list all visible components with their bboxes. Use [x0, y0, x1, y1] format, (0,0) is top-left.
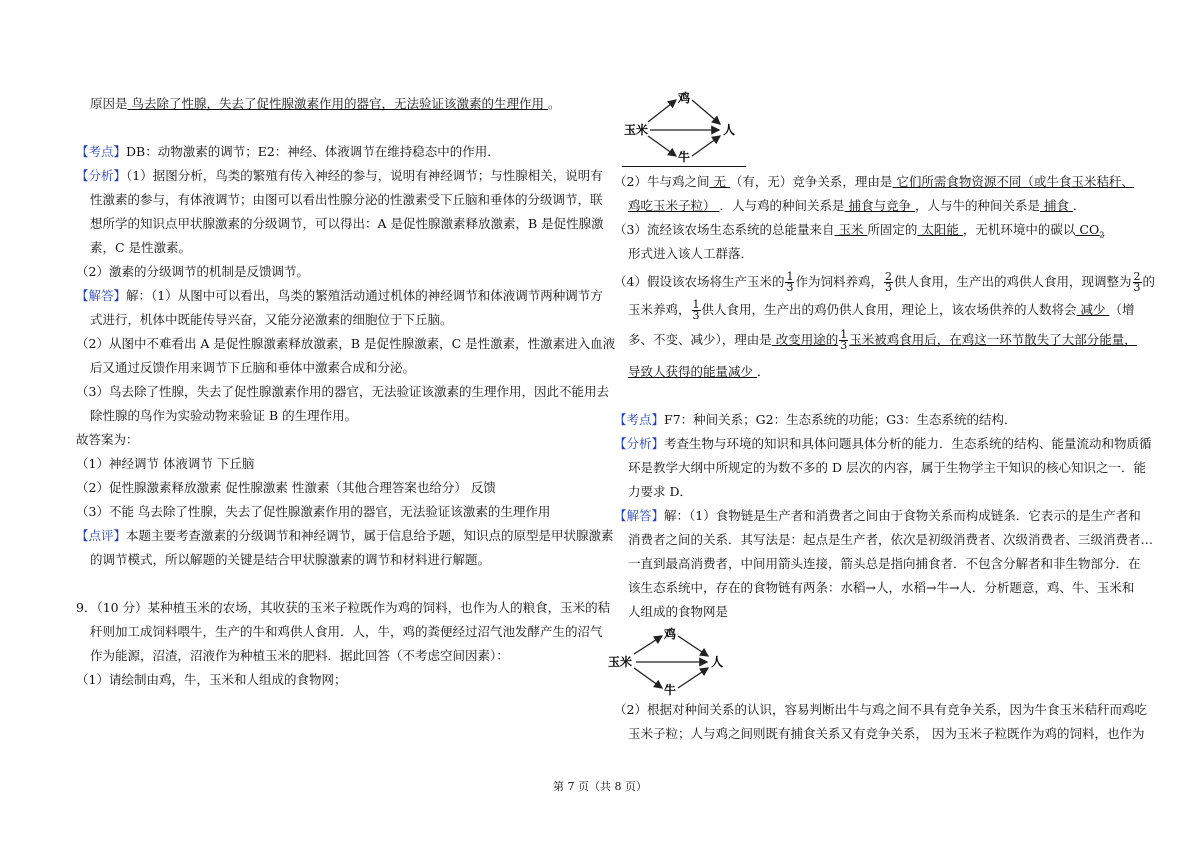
dianping-tag: 【点评】	[76, 528, 127, 543]
text: ，人与牛的种间关系是	[914, 198, 1040, 213]
fenxi-line-4: 素，C 是性激素。	[90, 240, 192, 255]
answer-3: （3）不能 鸟去除了性腺，失去了促性腺激素作用的器官，无法验证该激素的生理作用	[76, 504, 551, 519]
text: 。	[547, 96, 561, 111]
answer-title: 故答案为：	[76, 432, 139, 447]
text: 所固定的	[867, 222, 918, 237]
fenxi-left	[76, 168, 603, 184]
text: 的	[1142, 274, 1156, 289]
page-footer: 第 7 页（共 8 页）	[553, 780, 647, 793]
fraction-denominator: 3	[1133, 281, 1141, 294]
fraction	[785, 272, 794, 293]
co2-subscript: 2	[1099, 230, 1105, 240]
node-corn: 玉米	[608, 655, 633, 669]
fraction-denominator: 3	[840, 339, 848, 352]
underlined-answer: 减少	[1076, 302, 1110, 317]
arrow-chicken-human	[692, 100, 720, 124]
dianping-text: 本题主要考查激素的分级调节和神经调节，属于信息给予题，知识点的原型是甲状腺激素	[126, 528, 614, 543]
jieda-right-line-5: 人组成的食物网是	[628, 604, 729, 619]
jieda-right-line-4: 该生态系统中，存在的食物链有两条：水稻→人，水稻→牛→人．分析题意，鸡、牛、玉米和	[628, 580, 1135, 595]
kaodian-text: DB：动物激素的调节；E2：神经、体液调节在维持稳态中的作用．	[126, 144, 500, 159]
jieda-line-2: 式进行，机体中既能传导兴奋，又能分泌激素的细胞位于下丘脑。	[90, 312, 453, 327]
jieda-line-5: （3）鸟去除了性腺，失去了促性腺激素作用的器官，无法验证该激素的生理作用，因此不能用去	[76, 384, 609, 399]
node-corn: 玉米	[624, 123, 649, 137]
text: 原因是	[90, 96, 128, 111]
q9-line-2: 秆则加工成饲料喂牛，生产的牛和鸡供人食用．人，牛，鸡的粪便经过沼气池发酵产生的沼气	[90, 624, 603, 639]
dianping-left	[76, 528, 614, 544]
fenxi-line-3: 想所学的知识点甲状腺激素的分级调节，可以得出：A 是促性腺激素释放激素，B 是促性腺激	[90, 216, 604, 231]
underlined-answer: 捕食	[1039, 198, 1073, 213]
text: 作为饲料养鸡，	[795, 274, 883, 289]
text: ．	[1072, 198, 1086, 213]
q9-2-line-1	[614, 174, 1134, 190]
fenxi-right-line-3: 力要求 D．	[628, 484, 692, 499]
jieda-right-line-2: 消费者之间的关系．其写法是：起点是生产者，依次是初级消费者、次级消费者、三级消费者…	[628, 532, 1154, 547]
fraction-numerator: 1	[786, 270, 794, 283]
dianping-line-2: 的调节模式，所以解题的关键是结合甲状腺激素的调节和材料进行解题。	[90, 552, 491, 567]
fenxi-right-line-2: 环是教学大纲中所规定的为数不多的 D 层次的内容，属于生物学主干知识的核心知识之一．能	[628, 460, 1146, 475]
jieda-tag: 【解答】	[614, 508, 665, 523]
arrow-cow-human	[692, 136, 720, 156]
underlined-answer: 鸟去除了性腺，失去了促性腺激素作用的器官，无法验证该激素的生理作用	[127, 96, 548, 111]
text: 改变用途的	[771, 332, 839, 347]
arrow-corn-cow	[634, 668, 662, 688]
node-cow: 牛	[678, 150, 691, 164]
kaodian-right	[614, 412, 1017, 428]
fraction-numerator: 1	[692, 298, 700, 311]
text: 供人食用，生产出的鸡供人食用，现调整为	[893, 274, 1132, 289]
answer-line-1	[90, 96, 560, 112]
jieda-line-4: 后又通过反馈作用来调节下丘脑和垂体中激素合成和分泌。	[90, 360, 416, 375]
fenxi-text: 考查生物与环境的知识和具体问题具体分析的能力．生态系统的结构、能量流动和物质循	[664, 436, 1152, 451]
fenxi-line-2: 性激素的参与，有体液调节；由图可以看出性腺分泌的性激素受下丘脑和垂体的分级调节，联	[90, 192, 603, 207]
jieda-text: 解：（1）食物链是生产者和消费者之间由于食物关系而构成链条．它表示的是生产者和	[664, 508, 1141, 523]
fraction-numerator: 2	[884, 270, 892, 283]
fraction	[692, 300, 701, 321]
underlined-answer: 无	[709, 174, 730, 189]
kaodian-text: F7：种间关系；G2：生态系统的功能；G3：生态系统的结构．	[664, 412, 1017, 427]
q9-3-line-2: 形式进入该人工群落．	[628, 246, 754, 261]
arrow-cow-human	[678, 668, 708, 688]
answer-1: （1）神经调节 体液调节 下丘脑	[76, 456, 255, 471]
underlined-answer	[1075, 222, 1105, 240]
text: （增	[1109, 302, 1135, 317]
text: ，无机环境中的碳以	[962, 222, 1076, 237]
arrow-corn-cow	[648, 136, 676, 156]
q9-4-line-2	[628, 298, 1135, 322]
text: （2）牛与鸡之间	[614, 174, 710, 189]
node-human: 人	[711, 655, 724, 669]
jieda-right-line-3: 一直到最高消费者，中间用箭头连接，箭头总是指向捕食者．不包含分解者和非生物部分．在	[628, 556, 1141, 571]
node-cow: 牛	[664, 683, 677, 696]
kaodian-tag: 【考点】	[76, 144, 127, 159]
q9-line-3: 作为能源，沼渣，沼液作为种植玉米的肥料．据此回答（不考虑空间因素）：	[90, 648, 509, 663]
jieda-line-3: （2）从图中不难看出 A 是促性腺激素释放激素，B 是促性腺激素，C 是性激素，性激素进入血液	[76, 336, 616, 351]
arrow-corn-chicken	[648, 100, 676, 122]
arrow-corn-chicken	[634, 636, 662, 654]
underlined-answer: 太阳能	[917, 222, 963, 237]
underlined-answer	[771, 328, 1137, 352]
text: ．	[756, 364, 770, 379]
jieda-text: 解：（1）从图中可以看出，鸟类的繁殖活动通过机体的神经调节和体液调节两种调节方	[126, 288, 603, 303]
fenxi-tag: 【分析】	[76, 168, 127, 183]
jieda-tag: 【解答】	[76, 288, 127, 303]
text: 供人食用，生产出的鸡仍供人食用，理论上，该农场供养的人数将会	[701, 302, 1077, 317]
q9-4-line-1	[614, 270, 1155, 294]
q9-4-line-3	[628, 328, 1137, 352]
fraction-denominator: 3	[786, 281, 794, 294]
fraction	[1133, 272, 1142, 293]
fraction-numerator: 2	[1133, 270, 1141, 283]
fenxi-right	[614, 436, 1152, 452]
underlined-answer: 它们所需食物资源不同（或牛食玉米秸秆、	[892, 174, 1134, 189]
answer-2: （2）促性腺激素释放激素 促性腺激素 性激素（其他合理答案也给分） 反馈	[76, 480, 496, 495]
q9-3-line-1	[614, 222, 1104, 244]
node-chicken: 鸡	[678, 91, 691, 105]
jieda-right	[614, 508, 1141, 524]
q9-line-1: 9．（10 分）某种植玉米的农场，其收获的玉米子粒既作为鸡的饲料，也作为人的粮食，玉米的秸	[76, 600, 611, 615]
text: 多、不变、减少），理由是	[628, 332, 772, 347]
fenxi-line-5: （2）激素的分级调节的机制是反馈调节。	[76, 264, 309, 279]
q9-4-line-4	[628, 364, 770, 380]
fraction-numerator: 1	[840, 328, 848, 341]
text: （4）假设该农场将生产玉米的	[614, 274, 785, 289]
fenxi-tag: 【分析】	[614, 436, 665, 451]
fraction-denominator: 3	[692, 309, 700, 322]
jieda-left	[76, 288, 603, 304]
q9-2-line-2	[628, 198, 1085, 214]
underlined-answer: 导致人获得的能量减少	[628, 364, 757, 379]
food-web-diagram-bottom	[604, 624, 728, 696]
text: ．人与鸡的种间关系是	[719, 198, 845, 213]
text: 玉米养鸡，	[628, 302, 691, 317]
underlined-answer: 玉米	[834, 222, 868, 237]
q9-line-4: （1）请绘制由鸡，牛，玉米和人组成的食物网；	[76, 672, 347, 687]
co2-text: CO	[1075, 222, 1100, 237]
fraction	[839, 330, 848, 351]
arrow-chicken-human	[678, 636, 708, 656]
q9-2-explain-line-2: 玉米子粒；人与鸡之间则既有捕食关系又有竞争关系， 因为玉米子粒既作为鸡的饲料，也作为	[628, 726, 1145, 741]
underlined-answer: 捕食与竞争	[844, 198, 915, 213]
kaodian-left	[76, 144, 500, 160]
food-web-diagram-top	[620, 88, 740, 164]
fenxi-text: （1）据图分析，鸟类的繁殖有传入神经的参与，说明有神经调节；与性腺相关，说明有	[126, 168, 603, 183]
q9-2-explain-line-1: （2）根据对种间关系的认识，容易判断出牛与鸡之间不具有竞争关系，因为牛食玉米秸秆而鸡吃	[614, 702, 1147, 717]
text: （3）流经该农场生态系统的总能量来自	[614, 222, 835, 237]
text: （有，无）竞争关系，理由是	[729, 174, 893, 189]
kaodian-tag: 【考点】	[614, 412, 665, 427]
divider	[622, 166, 746, 167]
text: 玉米被鸡食用后，在鸡这一环节散失了大部分能量，	[849, 332, 1137, 347]
underlined-answer: 鸡吃玉米子粒）	[628, 198, 720, 213]
jieda-line-6: 除性腺的鸟作为实验动物来验证 B 的生理作用。	[90, 408, 358, 423]
node-human: 人	[723, 123, 736, 137]
node-chicken: 鸡	[664, 627, 677, 641]
fraction-denominator: 3	[884, 281, 892, 294]
fraction	[884, 272, 893, 293]
